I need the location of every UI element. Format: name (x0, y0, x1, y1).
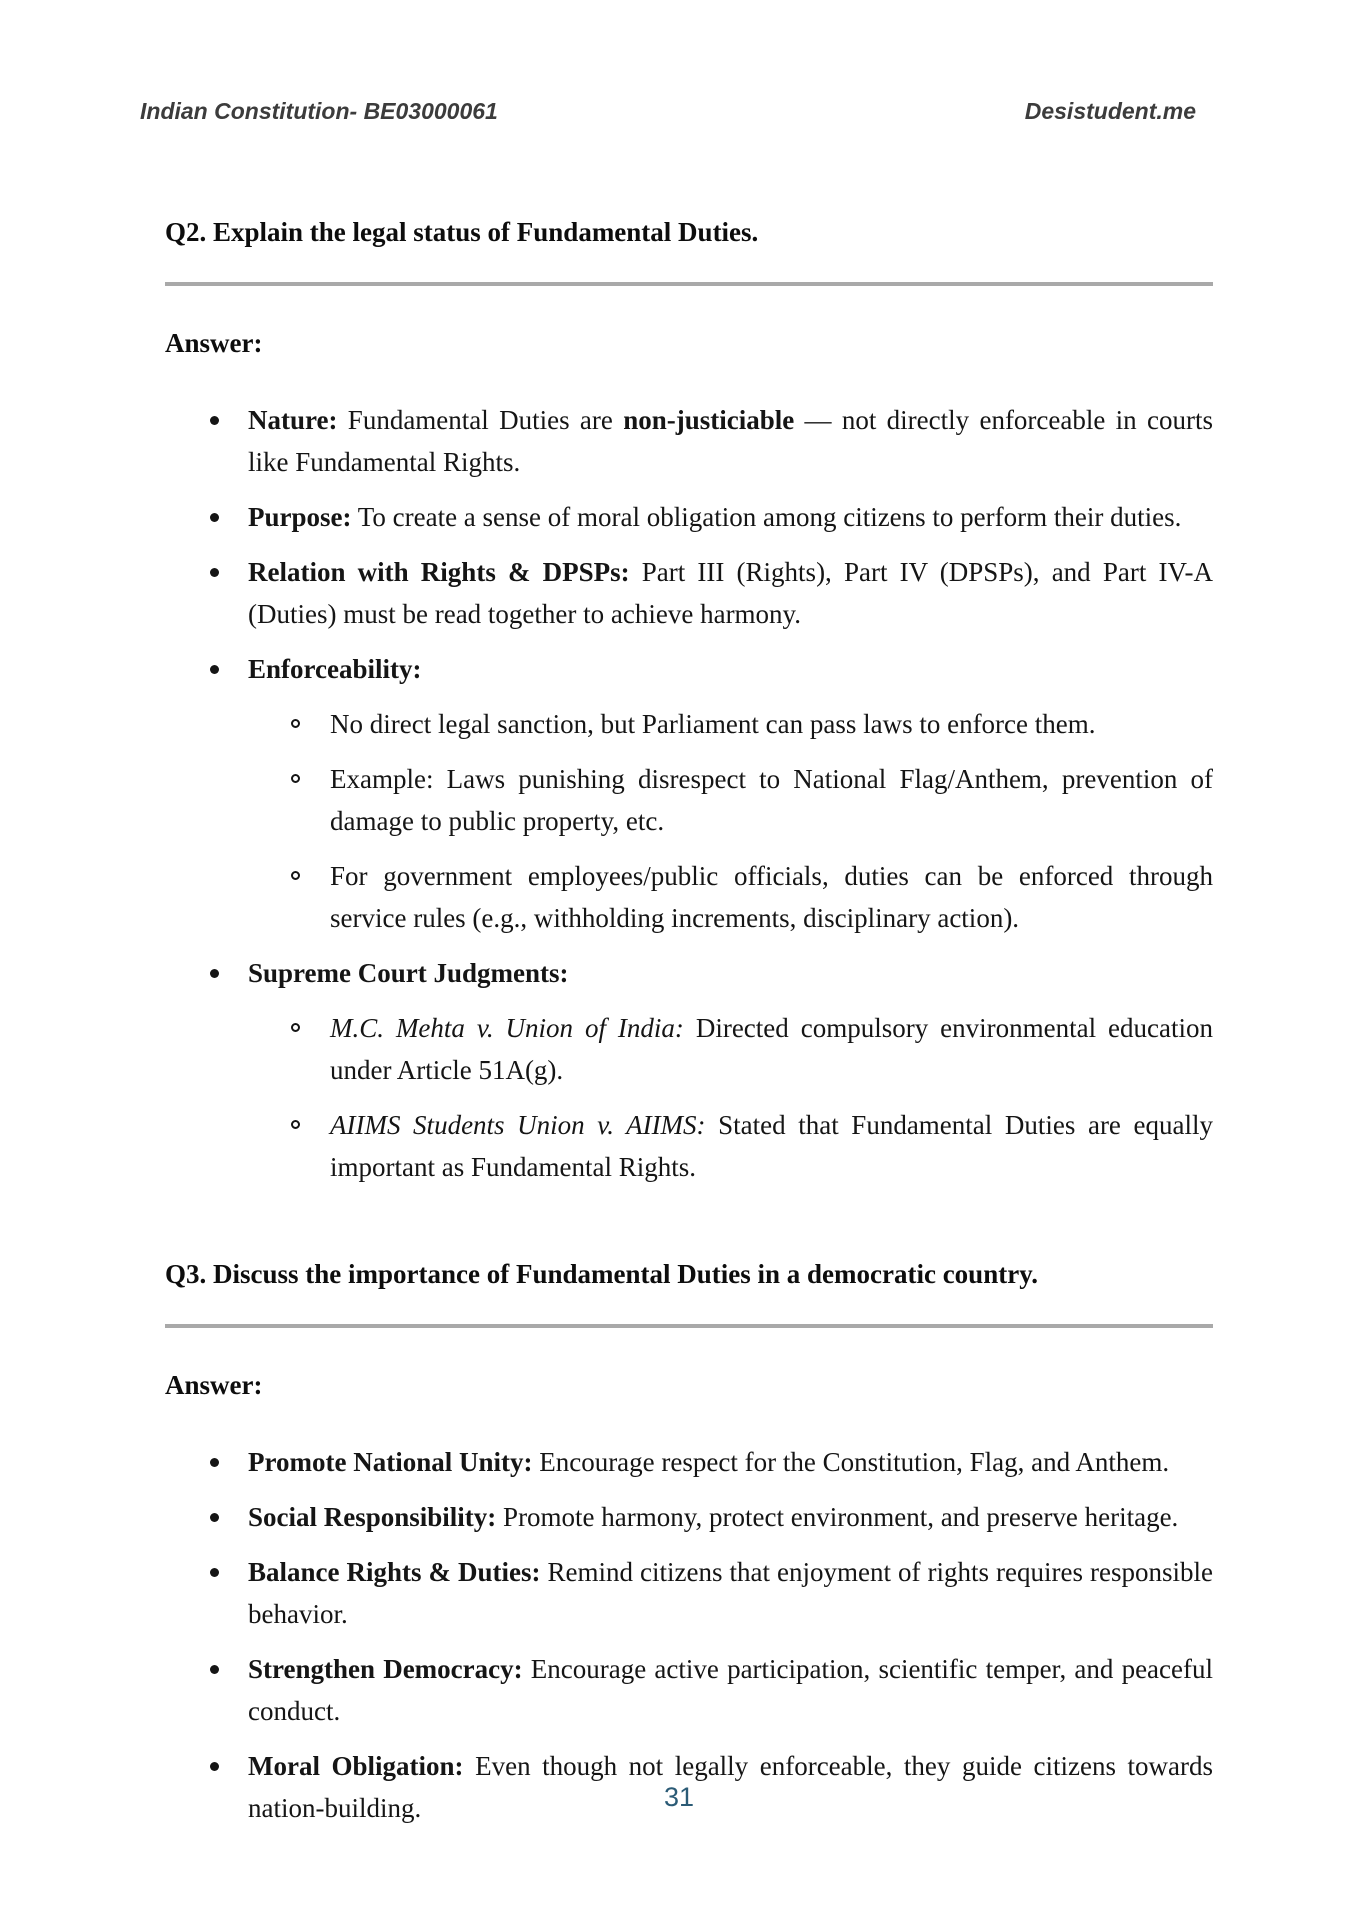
answer-list-q2 (165, 399, 1213, 1188)
case-name: AIIMS Students Union v. AIIMS: (330, 1110, 706, 1140)
item-text: Remind citizens that enjoyment of rights requires responsible behavior. (248, 1557, 1213, 1629)
circle-bullet-icon (291, 1120, 300, 1129)
bullet-icon (210, 416, 219, 425)
item-lead: Social Responsibility: (248, 1502, 497, 1532)
document-body (165, 214, 1213, 1842)
section-q3 (165, 1256, 1213, 1829)
list-item (165, 952, 1213, 994)
list-item (165, 1496, 1213, 1538)
page-footer (0, 1782, 1358, 1813)
list-item (165, 1551, 1213, 1635)
sub-list-item (165, 855, 1213, 939)
bullet-icon (210, 969, 219, 978)
item-emphasis: non-justiciable (623, 405, 795, 435)
bullet-icon (210, 665, 219, 674)
item-text: Fundamental Duties are (337, 405, 624, 435)
item-lead: Balance Rights & Duties: (248, 1557, 541, 1587)
case-name: M.C. Mehta v. Union of India: (330, 1013, 684, 1043)
item-text: Promote harmony, protect environment, and preserve heritage. (496, 1502, 1179, 1532)
sub-list-item (165, 1007, 1213, 1091)
circle-bullet-icon (291, 871, 300, 880)
item-lead: Enforceability: (248, 654, 422, 684)
list-item (165, 1441, 1213, 1483)
list-item (165, 399, 1213, 483)
list-item (165, 551, 1213, 635)
item-text: No direct legal sanction, but Parliament can pass laws to enforce them. (330, 709, 1096, 739)
header-site-name: Desistudent.me (1024, 98, 1196, 124)
sub-list-item (165, 758, 1213, 842)
page-number: 31 (663, 1782, 695, 1812)
item-lead: Strengthen Democracy: (248, 1654, 523, 1684)
item-text: Directed compulsory environmental education under Article 51A(g). (330, 1013, 1213, 1085)
question-title-q3: Q3. Discuss the importance of Fundamental Duties in a democratic country. (165, 1259, 1038, 1289)
item-text: — not directly enforceable in courts like Fundamental Rights. (248, 405, 1213, 477)
item-lead: Promote National Unity: (248, 1447, 533, 1477)
bullet-icon (210, 1568, 219, 1577)
item-text: Even though not legally enforceable, they guide citizens towards nation-building. (248, 1751, 1213, 1823)
item-text: Stated that Fundamental Duties are equally important as Fundamental Rights. (330, 1110, 1213, 1182)
bullet-icon (210, 1762, 219, 1771)
list-item (165, 648, 1213, 690)
item-text: Encourage respect for the Constitution, Flag, and Anthem. (532, 1447, 1170, 1477)
sub-list-item (165, 703, 1213, 745)
bullet-icon (210, 513, 219, 522)
circle-bullet-icon (291, 1023, 300, 1032)
list-item (165, 496, 1213, 538)
item-lead: Nature: (248, 405, 338, 435)
bullet-icon (210, 568, 219, 577)
item-text: For government employees/public officials, duties can be enforced through service rules (e.g., withholding increments, disciplinary action). (330, 861, 1213, 933)
item-text: Encourage active participation, scientific temper, and peaceful conduct. (248, 1654, 1213, 1726)
item-text: Part III (Rights), Part IV (DPSPs), and Part IV-A (Duties) must be read together to achieve harmony. (248, 557, 1213, 629)
list-item (165, 1648, 1213, 1732)
answer-list-q3 (165, 1441, 1213, 1829)
item-text: Example: Laws punishing disrespect to National Flag/Anthem, prevention of damage to public property, etc. (330, 764, 1213, 836)
section-q2 (165, 214, 1213, 1188)
circle-bullet-icon (291, 774, 300, 783)
bullet-icon (210, 1513, 219, 1522)
item-lead: Relation with Rights & DPSPs: (248, 557, 630, 587)
question-title-q2: Q2. Explain the legal status of Fundamental Duties. (165, 217, 759, 247)
answer-label-q2: Answer: (165, 328, 263, 358)
circle-bullet-icon (291, 719, 300, 728)
bullet-icon (210, 1665, 219, 1674)
horizontal-rule (165, 282, 1213, 286)
header-course-code: Indian Constitution- BE03000061 (140, 98, 498, 124)
item-text: To create a sense of moral obligation among citizens to perform their duties. (351, 502, 1182, 532)
item-lead: Moral Obligation: (248, 1751, 464, 1781)
item-lead: Purpose: (248, 502, 352, 532)
bullet-icon (210, 1458, 219, 1467)
item-lead: Supreme Court Judgments: (248, 958, 569, 988)
horizontal-rule (165, 1324, 1213, 1328)
answer-label-q3: Answer: (165, 1370, 263, 1400)
sub-list-item (165, 1104, 1213, 1188)
page-header (140, 98, 1196, 125)
